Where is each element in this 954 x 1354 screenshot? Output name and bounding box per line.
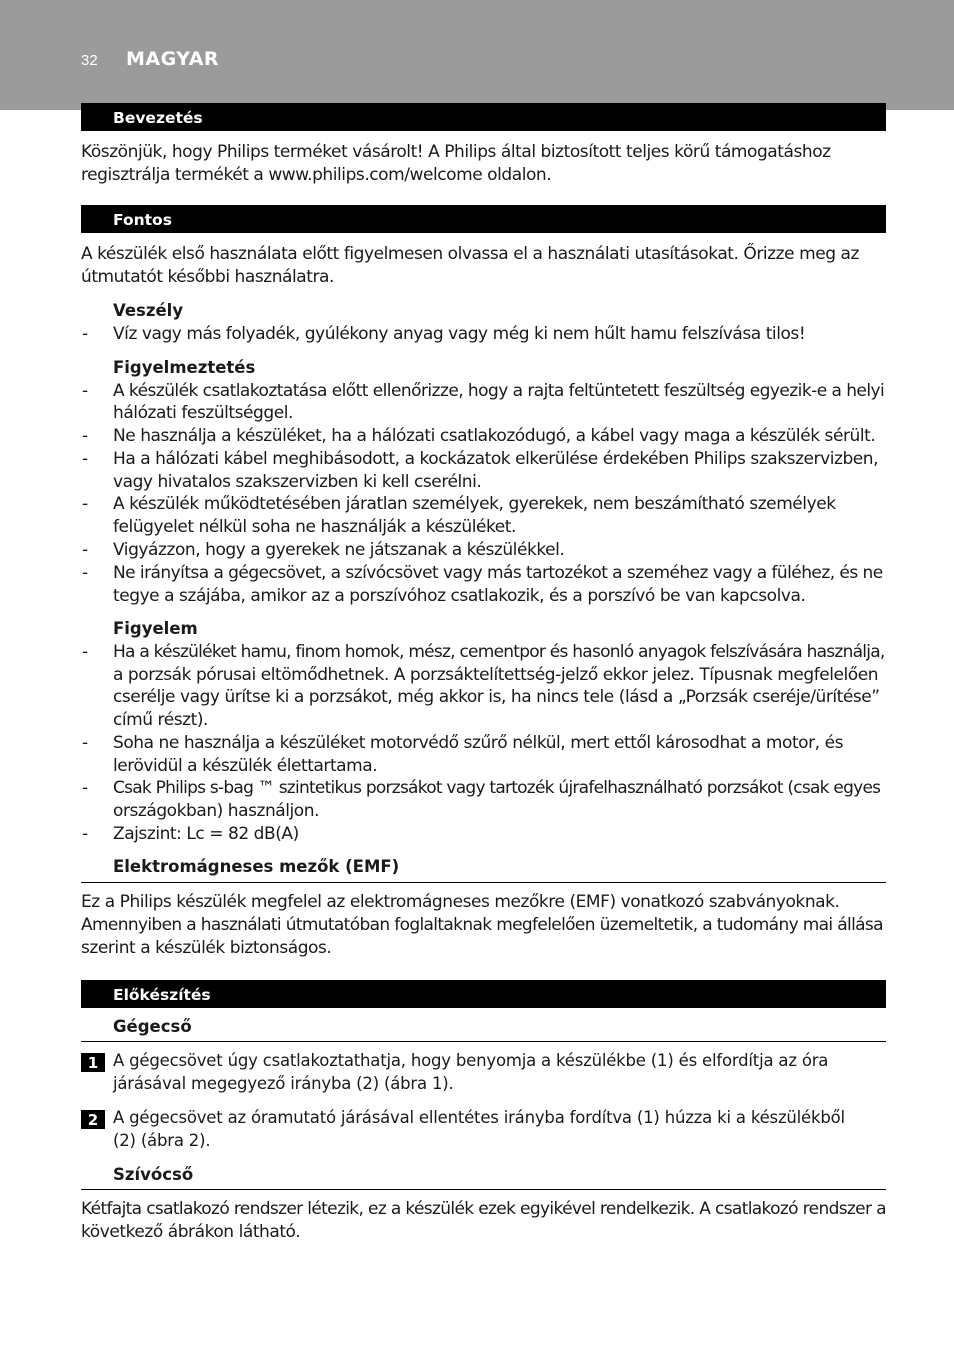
step-number: 2 bbox=[81, 1110, 105, 1129]
list-item-continuation: országokban) használjon. bbox=[113, 801, 320, 821]
list-dash: - bbox=[82, 494, 89, 514]
paragraph-line: A készülék első használata előtt figyelmesen olvassa el a használati utasításokat. Őrizze meg az bbox=[81, 244, 859, 264]
subheading-figyelem: Figyelem bbox=[113, 619, 198, 638]
section-bar-fontos: Fontos bbox=[81, 205, 886, 233]
list-item-continuation: hálózati feszültséggel. bbox=[113, 403, 293, 423]
list-dash: - bbox=[82, 778, 89, 798]
section-bar-elokeszites: Előkészítés bbox=[81, 980, 886, 1008]
paragraph-line: Amennyiben a használati útmutatóban foglaltaknak megfelelően üzemeltetik, a tudomány mai állása bbox=[81, 915, 883, 935]
paragraph-line: szerint a készülék biztonságos. bbox=[81, 938, 332, 958]
list-item: Ha a készüléket hamu, finom homok, mész, cementpor és hasonló anyagok felszívására használja, bbox=[113, 642, 885, 662]
list-item: A készülék működtetésében járatlan személyek, gyerekek, nem beszámítható személyek bbox=[113, 494, 836, 514]
subheading-emf: Elektromágneses mezők (EMF) bbox=[113, 857, 400, 876]
section-bar-bevezetes: Bevezetés bbox=[81, 103, 886, 131]
list-item-continuation: felügyelet nélkül soha ne használják a készüléket. bbox=[113, 517, 516, 537]
step-number: 1 bbox=[81, 1053, 105, 1072]
paragraph-line: következő ábrákon látható. bbox=[81, 1222, 301, 1242]
list-item: Soha ne használja a készüléket motorvédő szűrő nélkül, mert ettől károsodhat a motor, és bbox=[113, 733, 843, 753]
step-text-continuation: járásával megegyező irányba (2) (ábra 1). bbox=[113, 1074, 454, 1093]
paragraph-line: Kétfajta csatlakozó rendszer létezik, ez a készülék ezek egyikével rendelkezik. A csatlakozó rendszer a bbox=[81, 1199, 886, 1219]
paragraph-line: útmutatót későbbi használatra. bbox=[81, 267, 334, 287]
step-text: A gégecsövet az óramutató járásával ellentétes irányba fordítva (1) húzza ki a készülékből bbox=[113, 1108, 845, 1127]
subheading-figyelmeztetes: Figyelmeztetés bbox=[113, 358, 256, 377]
list-dash: - bbox=[82, 733, 89, 753]
section-rule bbox=[81, 1189, 886, 1190]
list-dash: - bbox=[82, 540, 89, 560]
step-text-continuation: (2) (ábra 2). bbox=[113, 1131, 211, 1150]
list-item: Víz vagy más folyadék, gyúlékony anyag vagy még ki nem hűlt hamu felszívása tilos! bbox=[113, 324, 806, 344]
page-number: 32 bbox=[81, 52, 98, 69]
list-dash: - bbox=[82, 449, 89, 469]
list-item-continuation: című részt). bbox=[113, 710, 208, 730]
language-title: MAGYAR bbox=[126, 48, 220, 70]
list-item: A készülék csatlakoztatása előtt ellenőrizze, hogy a rajta feltüntetett feszültség egyezik-e a helyi bbox=[113, 381, 885, 401]
list-item: Vigyázzon, hogy a gyerekek ne játszanak a készülékkel. bbox=[113, 540, 565, 560]
list-dash: - bbox=[82, 324, 89, 344]
paragraph-line: regisztrálja termékét a www.philips.com/welcome oldalon. bbox=[81, 165, 552, 185]
list-item: Zajszint: Lc = 82 dB(A) bbox=[113, 824, 299, 844]
subheading-szivocso: Szívócső bbox=[113, 1165, 194, 1184]
subheading-veszely: Veszély bbox=[113, 301, 184, 320]
paragraph-line: Köszönjük, hogy Philips terméket vásárolt! A Philips által biztosított teljes körű támogatáshoz bbox=[81, 142, 831, 162]
list-item-continuation: cserélje vagy ürítse ki a porzsákot, még akkor is, ha nincs tele (lásd a „Porzsák cseréje/ürítése” bbox=[113, 687, 880, 707]
subheading-gegecso: Gégecső bbox=[113, 1017, 192, 1036]
list-item: Csak Philips s-bag ™ szintetikus porzsákot vagy tartozék újrafelhasználható porzsákot (csak egyes bbox=[113, 778, 881, 798]
step-text: A gégecsövet úgy csatlakoztathatja, hogy benyomja a készülékbe (1) és elfordítja az óra bbox=[113, 1051, 829, 1070]
section-rule bbox=[81, 1041, 886, 1042]
list-item-continuation: lerövidül a készülék élettartama. bbox=[113, 756, 378, 776]
list-item-continuation: a porzsák pórusai eltömődhetnek. A porzsáktelítettség-jelző ekkor jelez. Típusnak megfelelően bbox=[113, 665, 879, 685]
list-item: Ha a hálózati kábel meghibásodott, a kockázatok elkerülése érdekében Philips szakszervizben, bbox=[113, 449, 879, 469]
list-item: Ne irányítsa a gégecsövet, a szívócsövet vagy más tartozékot a szeméhez vagy a füléhez, és ne bbox=[113, 563, 883, 583]
list-item: Ne használja a készüléket, ha a hálózati csatlakozódugó, a kábel vagy maga a készülék sérült. bbox=[113, 426, 876, 446]
list-dash: - bbox=[82, 642, 89, 662]
list-item-continuation: tegye a szájába, amikor az a porszívóhoz csatlakozik, és a porszívó be van kapcsolva. bbox=[113, 586, 806, 606]
section-rule bbox=[81, 882, 886, 883]
list-item-continuation: vagy hivatalos szakszervizben ki kell cserélni. bbox=[113, 472, 482, 492]
list-dash: - bbox=[82, 381, 89, 401]
paragraph-line: Ez a Philips készülék megfelel az elektromágneses mezőkre (EMF) vonatkozó szabványoknak. bbox=[81, 892, 840, 912]
list-dash: - bbox=[82, 824, 89, 844]
list-dash: - bbox=[82, 563, 89, 583]
list-dash: - bbox=[82, 426, 89, 446]
